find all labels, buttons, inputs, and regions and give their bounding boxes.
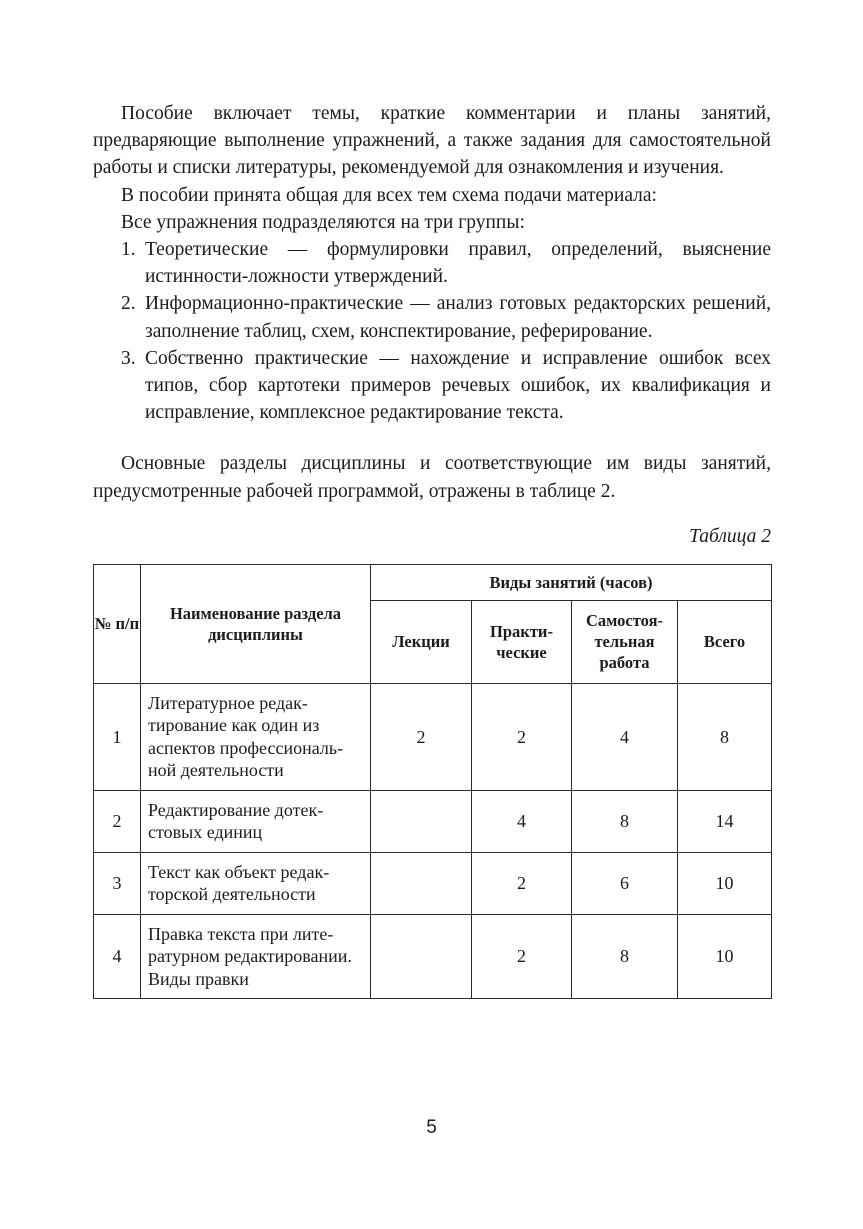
- cell-independent: 6: [572, 852, 678, 914]
- disciplines-table: [93, 564, 772, 1000]
- table-caption: Таблица 2: [689, 525, 771, 547]
- table-row: [94, 852, 772, 914]
- list-item-text: Собственно практические — нахождение и исправление ошибок всех типов, сбор картотеки примеров речевых ошибок, их квалификация и исправление, комплексное редактирование текста.: [145, 347, 771, 424]
- cell-name: Редактирование дотекстовых единиц: [141, 790, 371, 852]
- list-item-text: Информационно-практические — анализ готовых редакторских решений, заполнение таблиц, схем, конспектирование, реферирование.: [145, 293, 771, 342]
- spacer: [93, 426, 771, 450]
- list-item: [93, 236, 771, 290]
- cell-number: 4: [94, 914, 141, 999]
- cell-independent: 4: [572, 683, 678, 790]
- cell-number: 3: [94, 852, 141, 914]
- table-row: [94, 790, 772, 852]
- cell-practical: 2: [472, 914, 572, 999]
- page-number: 5: [426, 1117, 437, 1138]
- table-header-row: [94, 564, 772, 600]
- list-item-number: 1.: [121, 239, 136, 261]
- cell-total: 8: [678, 683, 772, 790]
- list-item: [93, 290, 771, 344]
- cell-total: 14: [678, 790, 772, 852]
- cell-name: Правка текста при литературном редактировании. Виды правки: [141, 914, 371, 999]
- intro-paragraph: Пособие включает темы, краткие комментарии и планы занятий, предваряющие выполнение упражнений, а также задания для самостоятельной работы и списки литературы, рекомендуемой для ознакомления и изучения.: [93, 103, 771, 179]
- table-intro-paragraph: Основные разделы дисциплины и соответствующие им виды занятий, предусмотренные рабочей программой, отражены в таблице 2.: [93, 453, 771, 502]
- header-number: № п/п: [94, 564, 141, 683]
- list-item: [93, 345, 771, 427]
- cell-practical: 4: [472, 790, 572, 852]
- table-row: [94, 914, 772, 999]
- list-item-number: 3.: [121, 347, 136, 369]
- cell-name: Текст как объект редакторской деятельности: [141, 852, 371, 914]
- header-name: Наименование раздела дисциплины: [141, 564, 371, 683]
- cell-lectures: [371, 914, 472, 999]
- list-item-text: Теоретические — формулировки правил, определений, выяснение истинности-ложности утверждений.: [145, 239, 771, 288]
- cell-practical: 2: [472, 852, 572, 914]
- cell-lectures: [371, 852, 472, 914]
- table-row: [94, 683, 772, 790]
- cell-number: 1: [94, 683, 141, 790]
- scheme-sentence: В пособии принята общая для всех тем схема подачи материала:: [121, 184, 657, 206]
- page-content: [93, 100, 771, 999]
- cell-lectures: [371, 790, 472, 852]
- list-item-number: 2.: [121, 293, 136, 315]
- cell-total: 10: [678, 914, 772, 999]
- exercise-groups-list: [93, 236, 771, 426]
- header-group: Виды занятий (часов): [371, 564, 772, 600]
- cell-name: Литературное редактирование как один из аспектов профессиональной деятельности: [141, 683, 371, 790]
- cell-number: 2: [94, 790, 141, 852]
- header-independent: Самостоятельная работа: [572, 600, 678, 683]
- header-total: Всего: [678, 600, 772, 683]
- cell-practical: 2: [472, 683, 572, 790]
- cell-independent: 8: [572, 914, 678, 999]
- header-lectures: Лекции: [371, 600, 472, 683]
- cell-lectures: 2: [371, 683, 472, 790]
- cell-independent: 8: [572, 790, 678, 852]
- header-practical: Практические: [472, 600, 572, 683]
- groups-sentence: Все упражнения подразделяются на три группы:: [121, 211, 525, 233]
- cell-total: 10: [678, 852, 772, 914]
